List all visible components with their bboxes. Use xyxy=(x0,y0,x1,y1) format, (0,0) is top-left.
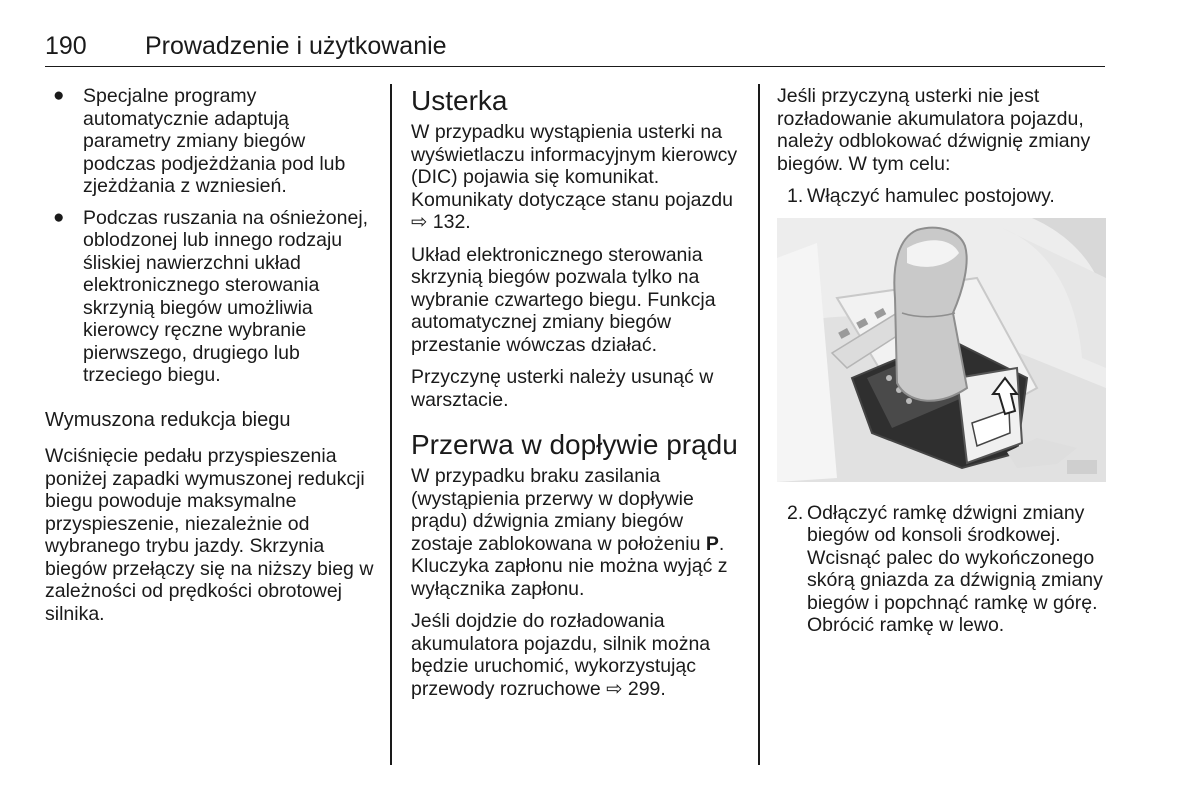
paragraph: Układ elektronicznego sterowania skrzynią biegów pozwala tylko na wybranie czwartego biegu. Funkcja automatycznej zmiany biegów przestanie wówczas działać. xyxy=(411,243,716,356)
list-item xyxy=(45,85,380,198)
list-item xyxy=(777,185,1107,208)
page-reference-arrow-icon: ⇨ xyxy=(411,211,428,233)
page-reference[interactable]: 132. xyxy=(432,211,471,233)
column-3 xyxy=(777,85,1107,647)
bullet-icon: ● xyxy=(53,85,65,106)
page-header xyxy=(45,32,1105,67)
paragraph: Jeśli przyczyną usterki nie jest rozładowanie akumulatora pojazdu, należy odblokować dźwignię zmiany biegów. W tym celu: xyxy=(777,85,1091,175)
paragraph: Przyczynę usterki należy usunąć w warsztacie. xyxy=(411,366,714,411)
step-number: 1. xyxy=(787,185,804,207)
paragraph-text: Jeśli dojdzie do rozładowania akumulatora pojazdu, silnik można będzie uruchomić, wykorzystując przewody rozruchowe xyxy=(411,610,711,700)
list-item xyxy=(777,502,1107,637)
bullet-icon: ● xyxy=(53,206,65,228)
page-reference-arrow-icon: ⇨ xyxy=(606,677,623,700)
numbered-steps xyxy=(777,185,1107,208)
paragraph xyxy=(411,121,744,234)
step-number: 2. xyxy=(787,501,804,524)
paragraph-text: W przypadku wystąpienia usterki na wyświetlaczu informacyjnym kierowcy (DIC) pojawia się komunikat. Komunikaty dotyczące stanu pojazdu xyxy=(411,121,738,211)
page-number: 190 xyxy=(45,32,87,60)
running-title: Prowadzenie i użytkowanie xyxy=(145,32,447,60)
column-divider-2 xyxy=(758,84,760,765)
column-2 xyxy=(411,85,744,710)
gear-position-label: P xyxy=(705,532,719,555)
column-1 xyxy=(45,85,380,635)
step-text: Odłączyć ramkę dźwigni zmiany biegów od konsoli środkowej. Wcisnąć palec do wykończonego skórą gniazda za dźwignią zmiany biegów i popchnąć ramkę w górę. Obrócić ramkę w lewo. xyxy=(807,501,1103,636)
column-divider-1 xyxy=(390,84,392,765)
paragraph-text: . Kluczyka zapłonu nie można wyjąć z wyłącznika zapłonu. xyxy=(411,532,728,600)
section-heading: Usterka xyxy=(411,85,508,116)
bullet-text: Podczas ruszania na ośnieżonej, oblodzonej lub innego rodzaju śliskiej nawierzchni układ elektronicznego sterowania skrzynią biegów umożliwia kierowcy ręczne wybranie pierwszego, drugiego lub trzeciego biegu. xyxy=(83,206,369,386)
paragraph xyxy=(411,465,744,600)
step-text: Włączyć hamulec postojowy. xyxy=(807,185,1055,207)
numbered-steps xyxy=(777,502,1107,637)
paragraph-text: W przypadku braku zasilania (wystąpienia przerwy w dopływie prądu) dźwignia zmiany biegów zostaje zablokowana w położeniu xyxy=(411,465,701,555)
section-subheading: Wymuszona redukcja biegu xyxy=(45,408,291,431)
list-item xyxy=(45,207,380,387)
bullet-text: Specjalne programy automatycznie adaptują parametry zmiany biegów podczas podjeżdżania pod lub zjeżdżania z wzniesień. xyxy=(83,85,346,197)
paragraph: Wciśnięcie pedału przyspieszenia poniżej zapadki wymuszonej redukcji biegu powoduje maksymalne przyspieszenie, niezależnie od wybranego trybu jazdy. Skrzynia biegów przełączy się na niższy bieg w zależności od prędkości obrotowej silnika. xyxy=(45,445,374,625)
bullet-list xyxy=(45,85,380,387)
section-heading: Przerwa w dopływie prądu xyxy=(411,429,738,460)
page-reference[interactable]: 299. xyxy=(627,677,666,700)
gear-lever-illustration xyxy=(777,218,1106,482)
paragraph xyxy=(411,610,744,700)
